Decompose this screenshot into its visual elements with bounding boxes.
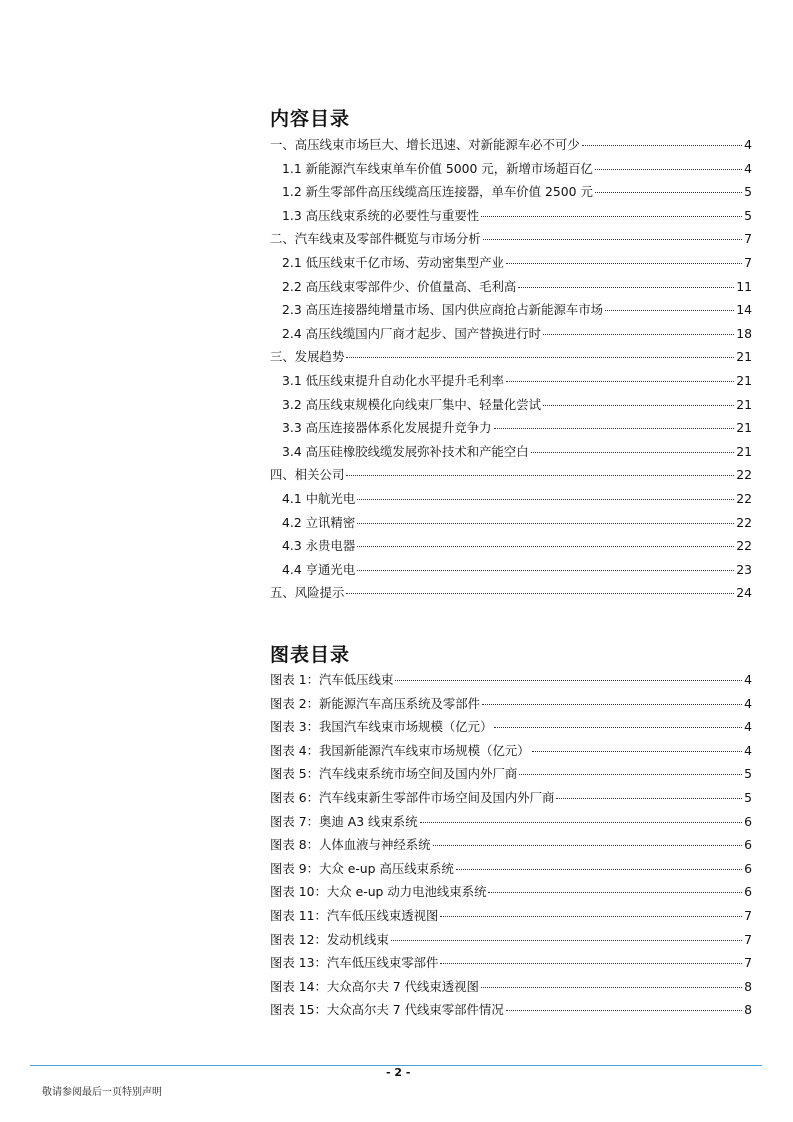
toc-entry[interactable]: [270, 465, 752, 489]
dot-leader: [395, 680, 742, 681]
toc-entry[interactable]: [270, 442, 752, 466]
toc-list: [270, 135, 752, 607]
toc-entry-page: 11: [736, 278, 752, 294]
toc-entry-text: 4.4 亨通光电: [282, 561, 356, 577]
figure-entry-text: 图表 3：我国汽车线束市场规模（亿元）: [270, 719, 493, 735]
dot-leader: [357, 499, 734, 500]
dot-leader: [543, 334, 734, 335]
toc-entry[interactable]: [270, 206, 752, 230]
figure-entry-page: 7: [744, 931, 752, 947]
toc-entry-page: 21: [736, 420, 752, 436]
toc-entry[interactable]: [270, 277, 752, 301]
dot-leader: [506, 263, 742, 264]
toc-entry-text: 2.4 高压线缆国内厂商才起步、国产替换进行时: [282, 325, 542, 341]
toc-entry[interactable]: [270, 253, 752, 277]
toc-entry[interactable]: [270, 395, 752, 419]
figure-entry[interactable]: [270, 1000, 752, 1024]
dot-leader: [357, 523, 734, 524]
footer-disclaimer: 敬请参阅最后一页特别声明: [42, 1087, 162, 1098]
dot-leader: [605, 310, 734, 311]
figure-entry-page: 7: [744, 907, 752, 923]
dot-leader: [346, 475, 734, 476]
toc-entry-page: 14: [736, 302, 752, 318]
dot-leader: [357, 570, 734, 571]
toc-entry-text: 2.3 高压连接器纯增量市场、国内供应商抢占新能源车市场: [282, 302, 604, 318]
figure-entry-page: 8: [744, 978, 752, 994]
toc-entry[interactable]: [270, 560, 752, 584]
dot-leader: [481, 987, 742, 988]
figure-list-title: 图表目录: [270, 644, 351, 666]
toc-entry[interactable]: [270, 135, 752, 159]
toc-entry-page: 5: [744, 184, 752, 200]
toc-entry-text: 2.2 高压线束零部件少、价值量高、毛利高: [282, 278, 517, 294]
figure-entry[interactable]: [270, 977, 752, 1001]
figure-entry-text: 图表 1：汽车低压线束: [270, 672, 394, 687]
figure-list: [270, 670, 752, 1024]
dot-leader: [506, 1010, 742, 1011]
toc-entry[interactable]: [270, 513, 752, 537]
toc-entry-page: 22: [736, 490, 752, 506]
toc-entry-page: 4: [744, 160, 752, 176]
dot-leader: [440, 963, 742, 964]
figure-entry-page: 4: [744, 742, 752, 758]
toc-entry[interactable]: [270, 229, 752, 253]
dot-leader: [506, 381, 734, 382]
figure-entry[interactable]: [270, 906, 752, 930]
figure-entry-page: 4: [744, 719, 752, 735]
toc-title: 内容目录: [270, 108, 351, 130]
toc-entry-text: 3.4 高压硅橡胶线缆发展弥补技术和产能空白: [282, 443, 529, 459]
dot-leader: [582, 145, 742, 146]
dot-leader: [420, 822, 743, 823]
figure-entry-text: 图表 7：奥迪 A3 线束系统: [270, 813, 418, 829]
toc-entry-page: 21: [736, 443, 752, 459]
figure-entry-page: 6: [744, 884, 752, 900]
figure-entry[interactable]: [270, 812, 752, 836]
toc-entry-text: 1.2 新生零部件高压线缆高压连接器，单车价值 2500 元: [282, 184, 593, 200]
figure-entry-text: 图表 9：大众 e-up 高压线束系统: [270, 860, 454, 876]
toc-entry-text: 五、风险提示: [270, 585, 345, 601]
toc-entry[interactable]: [270, 159, 752, 183]
dot-leader: [357, 546, 734, 547]
toc-entry-text: 3.2 高压线束规模化向线束厂集中、轻量化尝试: [282, 396, 542, 412]
figure-entry[interactable]: [270, 694, 752, 718]
toc-entry-text: 2.1 低压线束千亿市场、劳动密集型产业: [282, 254, 504, 270]
figure-entry-text: 图表 12：发动机线束: [270, 931, 389, 947]
figure-entry-text: 图表 14：大众高尔夫 7 代线束透视图: [270, 978, 479, 994]
toc-entry-page: 23: [736, 561, 752, 577]
figure-entry-text: 图表 11：汽车低压线束透视图: [270, 907, 439, 923]
toc-entry-page: 21: [736, 396, 752, 412]
figure-entry-text: 图表 4：我国新能源汽车线束市场规模（亿元）: [270, 742, 530, 758]
figure-entry[interactable]: [270, 953, 752, 977]
figure-entry-page: 6: [744, 813, 752, 829]
dot-leader: [494, 428, 735, 429]
toc-entry[interactable]: [270, 371, 752, 395]
toc-entry-page: 21: [736, 349, 752, 365]
dot-leader: [440, 916, 742, 917]
toc-entry-page: 22: [736, 514, 752, 530]
toc-entry-page: 7: [744, 231, 752, 247]
figure-entry-text: 图表 15：大众高尔夫 7 代线束零部件情况: [270, 1002, 504, 1018]
toc-entry[interactable]: [270, 347, 752, 371]
toc-entry[interactable]: [270, 583, 752, 607]
toc-entry-page: 21: [736, 372, 752, 388]
figure-entry[interactable]: [270, 764, 752, 788]
figure-entry-page: 4: [744, 672, 752, 687]
toc-entry-page: 7: [744, 254, 752, 270]
toc-entry-page: 24: [736, 585, 752, 601]
toc-entry-text: 1.1 新能源汽车线束单车价值 5000 元，新增市场超百亿: [282, 160, 593, 176]
figure-entry-page: 8: [744, 1002, 752, 1018]
toc-entry-text: 1.3 高压线束系统的必要性与重要性: [282, 207, 480, 223]
toc-entry[interactable]: [270, 418, 752, 442]
figure-entry-text: 图表 10：大众 e-up 动力电池线束系统: [270, 884, 487, 900]
dot-leader: [346, 593, 734, 594]
toc-entry-text: 四、相关公司: [270, 467, 345, 483]
figure-entry-text: 图表 5：汽车线束系统市场空间及国内外厂商: [270, 766, 518, 782]
toc-entry-text: 3.3 高压连接器体系化发展提升竞争力: [282, 420, 492, 436]
dot-leader: [494, 727, 742, 728]
dot-leader: [346, 357, 734, 358]
dot-leader: [433, 845, 743, 846]
dot-leader: [481, 216, 742, 217]
toc-entry-text: 4.2 立讯精密: [282, 514, 356, 530]
toc-entry-text: 4.3 永贵电器: [282, 538, 356, 554]
figure-entry-page: 5: [744, 766, 752, 782]
toc-entry-page: 18: [736, 325, 752, 341]
toc-entry-text: 3.1 低压线束提升自动化水平提升毛利率: [282, 372, 504, 388]
dot-leader: [488, 892, 742, 893]
figure-entry-page: 4: [744, 695, 752, 711]
figure-entry[interactable]: [270, 882, 752, 906]
dot-leader: [482, 704, 742, 705]
figure-entry[interactable]: [270, 788, 752, 812]
figure-entry-page: 7: [744, 955, 752, 971]
figure-entry[interactable]: [270, 670, 752, 694]
figure-entry[interactable]: [270, 859, 752, 883]
toc-entry[interactable]: [270, 300, 752, 324]
figure-entry[interactable]: [270, 930, 752, 954]
toc-entry[interactable]: [270, 536, 752, 560]
page-number: - 2 -: [386, 1066, 411, 1079]
toc-entry[interactable]: [270, 182, 752, 206]
toc-entry-text: 4.1 中航光电: [282, 490, 356, 506]
toc-entry[interactable]: [270, 489, 752, 513]
dot-leader: [595, 169, 742, 170]
dot-leader: [556, 798, 742, 799]
dot-leader: [531, 452, 735, 453]
dot-leader: [483, 239, 742, 240]
figure-entry-page: 6: [744, 837, 752, 853]
figure-entry[interactable]: [270, 717, 752, 741]
figure-entry[interactable]: [270, 741, 752, 765]
toc-entry-page: 22: [736, 538, 752, 554]
figure-entry-page: 5: [744, 789, 752, 805]
toc-entry-text: 一、高压线束市场巨大、增长迅速、对新能源车必不可少: [270, 137, 580, 152]
figure-entry[interactable]: [270, 835, 752, 859]
figure-entry-text: 图表 8：人体血液与神经系统: [270, 837, 431, 853]
figure-entry-text: 图表 2：新能源汽车高压系统及零部件: [270, 695, 481, 711]
dot-leader: [391, 940, 742, 941]
figure-entry-text: 图表 6：汽车线束新生零部件市场空间及国内外厂商: [270, 789, 555, 805]
dot-leader: [595, 192, 742, 193]
dot-leader: [543, 405, 734, 406]
toc-entry-page: 22: [736, 467, 752, 483]
dot-leader: [518, 287, 734, 288]
figure-entry-page: 6: [744, 860, 752, 876]
dot-leader: [456, 869, 742, 870]
toc-entry-text: 二、汽车线束及零部件概览与市场分析: [270, 231, 481, 247]
dot-leader: [532, 751, 742, 752]
toc-entry-page: 5: [744, 207, 752, 223]
toc-entry-text: 三、发展趋势: [270, 349, 345, 365]
dot-leader: [519, 774, 742, 775]
toc-entry-page: 4: [744, 137, 752, 152]
figure-entry-text: 图表 13：汽车低压线束零部件: [270, 955, 439, 971]
toc-entry[interactable]: [270, 324, 752, 348]
